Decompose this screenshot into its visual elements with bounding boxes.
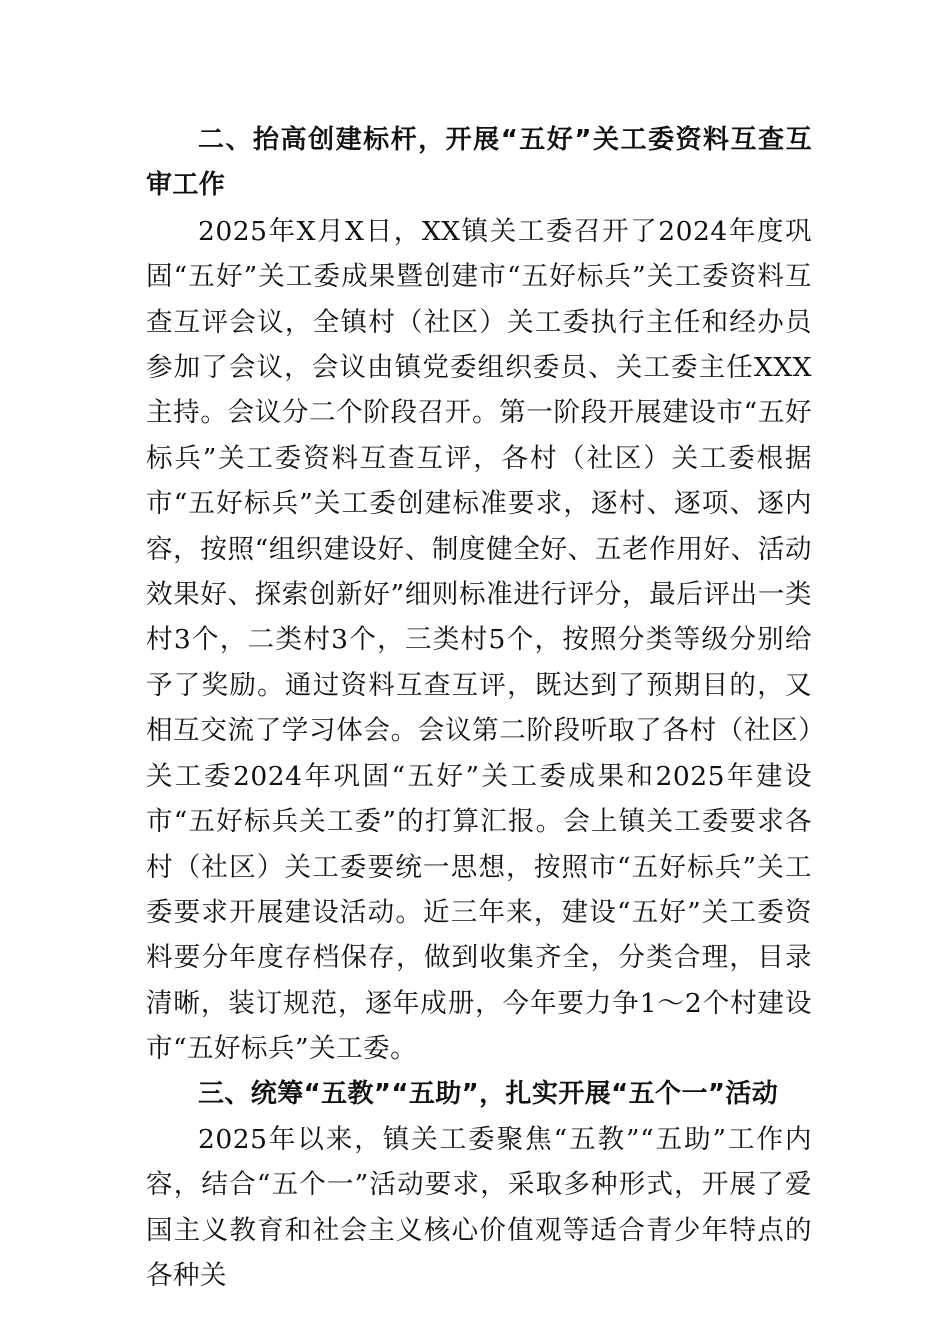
section-heading-2: 二、抬高创建标杆，开展“五好”关工委资料互查互审工作 bbox=[146, 125, 812, 201]
body-paragraph-1: 2025年X月X日，XX镇关工委召开了2024年度巩固“五好”关工委成果暨创建市“五好标兵”关工委资料互查互评会议，全镇村（社区）关工委执行主任和经办员参加了会议，会议由镇党委组织委员、关工委主任XXX主持。会议分二个阶段召开。第一阶段开展建设市“五好标兵”关工委资料互查互评，各村（社区）关工委根据市“五好标兵”关工委创建标准要求，逐村、逐项、逐内容，按照“组织建设好、制度健全好、五老作用好、活动效果好、探索创新好”细则标准进行评分，最后评出一类村3个，二类村3个，三类村5个，按照分类等级分别给予了奖励。通过资料互查互评，既达到了预期目的，又相互交流了学习体会。会议第二阶段听取了各村（社区）关工委2024年巩固“五好”关工委成果和2025年建设市“五好标兵关工委”的打算汇报。会上镇关工委要求各村（社区）关工委要统一思想，按照市“五好标兵”关工委要求开展建设活动。近三年来，建设“五好”关工委资料要分年度存档保存，做到收集齐全，分类合理，目录清晰，装订规范，逐年成册，今年要力争1～2个村建设市“五好标兵”关工委。 bbox=[146, 215, 812, 1065]
body-paragraph-2: 2025年以来，镇关工委聚焦“五教”“五助”工作内容，结合“五个一”活动要求，采取多种形式，开展了爱国主义教育和社会主义核心价值观等适合青少年特点的各种关 bbox=[146, 1123, 812, 1292]
section-heading-3: 三、统筹“五教”“五助”，扎实开展“五个一”活动 bbox=[198, 1078, 779, 1109]
document-page bbox=[146, 118, 812, 1299]
